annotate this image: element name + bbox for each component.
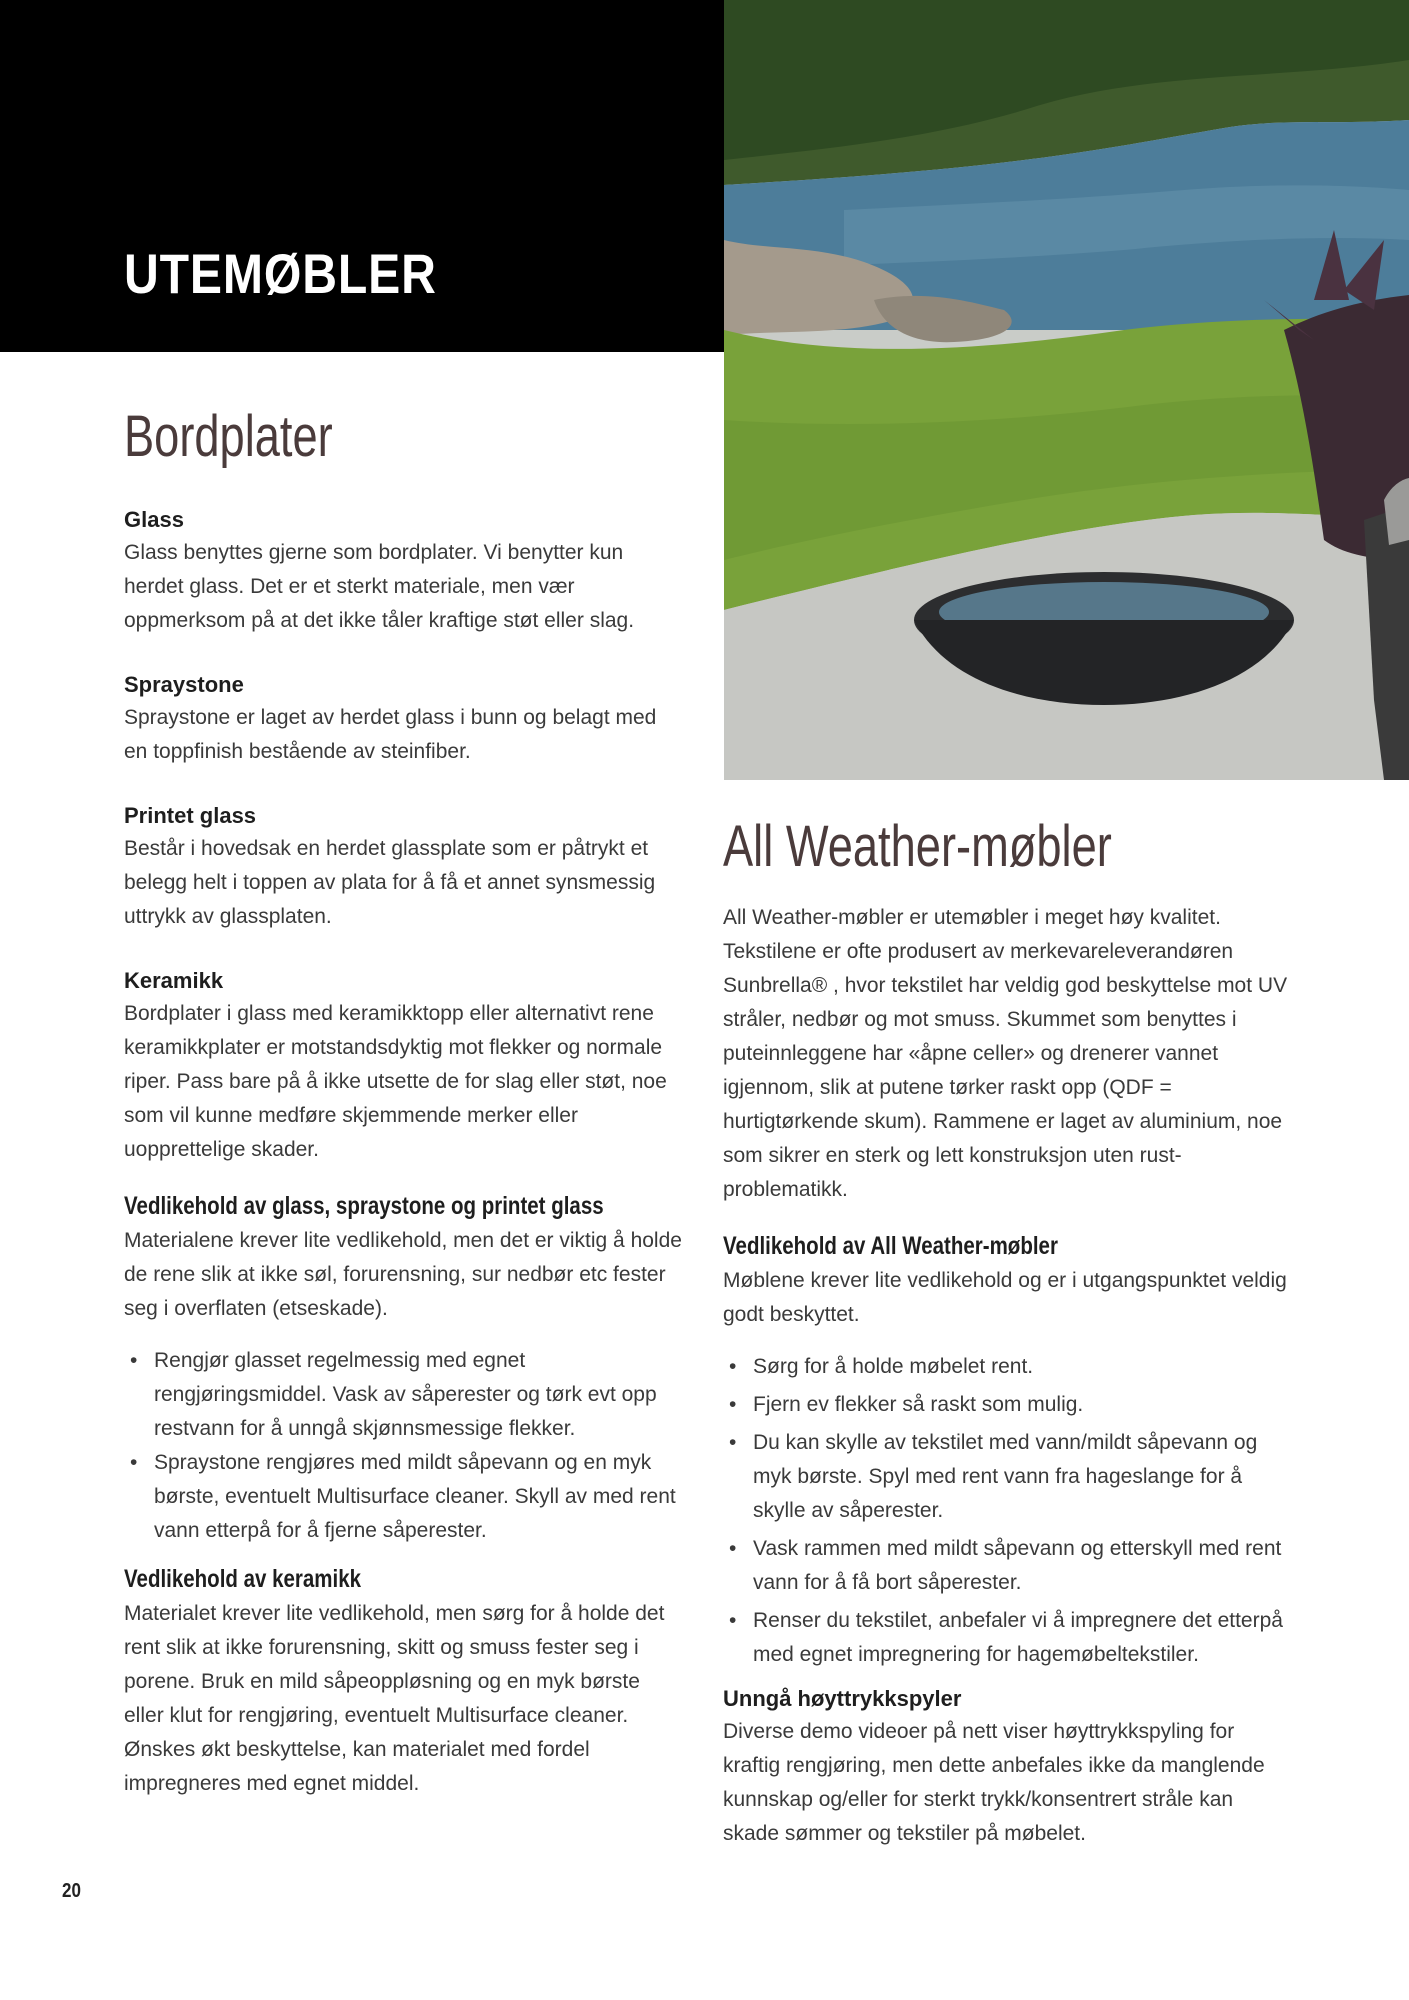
garden-photo-illustration — [724, 0, 1409, 780]
text-vedlikehold-all-weather: Møblene krever lite vedlikehold og er i utgangspunktet veldig godt beskyttet. — [723, 1268, 1287, 1326]
left-column — [124, 405, 684, 1801]
heading-keramikk: Keramikk — [124, 967, 224, 993]
header-band — [0, 0, 724, 352]
heading-vedlikehold-keramikk: Vedlikehold av keramikk — [124, 1564, 362, 1593]
text-vedlikehold-glass: Materialene krever lite vedlikehold, men det er viktig å holde de rene slik at ikke søl, forurensning, sur nedbør etc fester seg i overflaten (etseskade). — [124, 1228, 682, 1320]
text-keramikk: Bordplater i glass med keramikktopp eller alternativt rene keramikkplater er motstandsdyktig mot flekker og normale riper. Pass bare på å ikke utsette de for slag eller støt, noe som vil kunne medføre skjemmende merker eller uopprettelige skader. — [124, 1001, 667, 1161]
block-vedlikehold-all-weather — [723, 1229, 1293, 1672]
text-glass: Glass benyttes gjerne som bordplater. Vi benytter kun herdet glass. Det er et sterkt materiale, men vær oppmerksom på at det ikke tåler kraftige støt eller slag. — [124, 540, 635, 632]
heading-printet-glass: Printet glass — [124, 802, 257, 828]
list-vedlikehold-glass — [124, 1344, 684, 1548]
block-keramikk — [124, 964, 684, 1167]
block-vedlikehold-glass — [124, 1189, 684, 1548]
text-spraystone: Spraystone er laget av herdet glass i bunn og belagt med en toppfinish bestående av steinfiber. — [124, 705, 657, 763]
section-title-all-weather: All Weather-møbler — [723, 814, 1112, 879]
heading-vedlikehold-glass: Vedlikehold av glass, spraystone og printet glass — [124, 1191, 604, 1220]
page-title: UTEMØBLER — [124, 242, 437, 305]
heading-vedlikehold-all-weather: Vedlikehold av All Weather-møbler — [723, 1231, 1058, 1260]
heading-spraystone: Spraystone — [124, 671, 244, 697]
list-item: • Du kan skylle av tekstilet med vann/mildt såpevann og myk børste. Spyl med rent vann fra hageslange for å skylle av såperester. — [723, 1426, 1293, 1528]
block-hoytrykk — [723, 1682, 1293, 1851]
page-number: 20 — [62, 1880, 81, 1902]
block-vedlikehold-keramikk — [124, 1562, 684, 1801]
list-item: • Sørg for å holde møbelet rent. — [723, 1350, 1293, 1384]
text-vedlikehold-keramikk: Materialet krever lite vedlikehold, men sørg for å holde det rent slik at ikke forurensning, skitt og smuss fester seg i porene. Bruk en mild såpeoppløsning og en myk børste eller klut for rengjøring, eventuelt Multisurface cleaner. Ønskes økt beskyttelse, kan materialet med fordel impregneres med egnet middel. — [124, 1601, 665, 1795]
block-printet-glass — [124, 799, 684, 934]
heading-hoytrykk: Unngå høyttrykkspyler — [723, 1685, 962, 1711]
text-printet-glass: Består i hovedsak en herdet glassplate som er påtrykt et belegg helt i toppen av plata for å få et annet synsmessig uttrykk av glassplaten. — [124, 836, 656, 928]
list-item: • Rengjør glasset regelmessig med egnet rengjøringsmiddel. Vask av såperester og tørk evt opp restvann for å unngå skjønnsmessige flekker. — [124, 1344, 684, 1446]
list-item: • Spraystone rengjøres med mildt såpevann og en myk børste, eventuelt Multisurface cleaner. Skyll av med rent vann etterpå for å fjerne såperester. — [124, 1446, 684, 1548]
list-item: • Fjern ev flekker så raskt som mulig. — [723, 1388, 1293, 1422]
section-title-bordplater: Bordplater — [124, 404, 333, 469]
hero-photo — [724, 0, 1409, 780]
list-item: • Renser du tekstilet, anbefaler vi å impregnere det etterpå med egnet impregnering for hagemøbeltekstiler. — [723, 1604, 1293, 1672]
list-vedlikehold-all-weather — [723, 1350, 1293, 1672]
text-hoytrykk: Diverse demo videoer på nett viser høyttrykkspyling for kraftig rengjøring, men dette anbefales ikke da manglende kunnskap og/eller for sterkt trykk/konsentrert stråle kan skade sømmer og tekstiler på møbelet. — [723, 1719, 1265, 1845]
text-all-weather-intro: All Weather-møbler er utemøbler i meget høy kvalitet. Tekstilene er ofte produsert av merkevareleverandøren Sunbrella® , hvor tekstilet har veldig god beskyttelse mot UV stråler, nedbør og mot smuss. Skummet som benyttes i puteinnleggene har «åpne celler» og drenerer vannet igjennom, slik at putene tørker raskt opp (QDF = hurtigtørkende skum). Rammene er laget av aluminium, noe som sikrer en sterk og lett konstruksjon uten rust-problematikk. — [723, 905, 1288, 1201]
block-spraystone — [124, 668, 684, 769]
list-item: • Vask rammen med mildt såpevann og etterskyll med rent vann for å få bort såperester. — [723, 1532, 1293, 1600]
right-column — [723, 815, 1293, 1851]
block-glass — [124, 503, 684, 638]
heading-glass: Glass — [124, 506, 184, 532]
